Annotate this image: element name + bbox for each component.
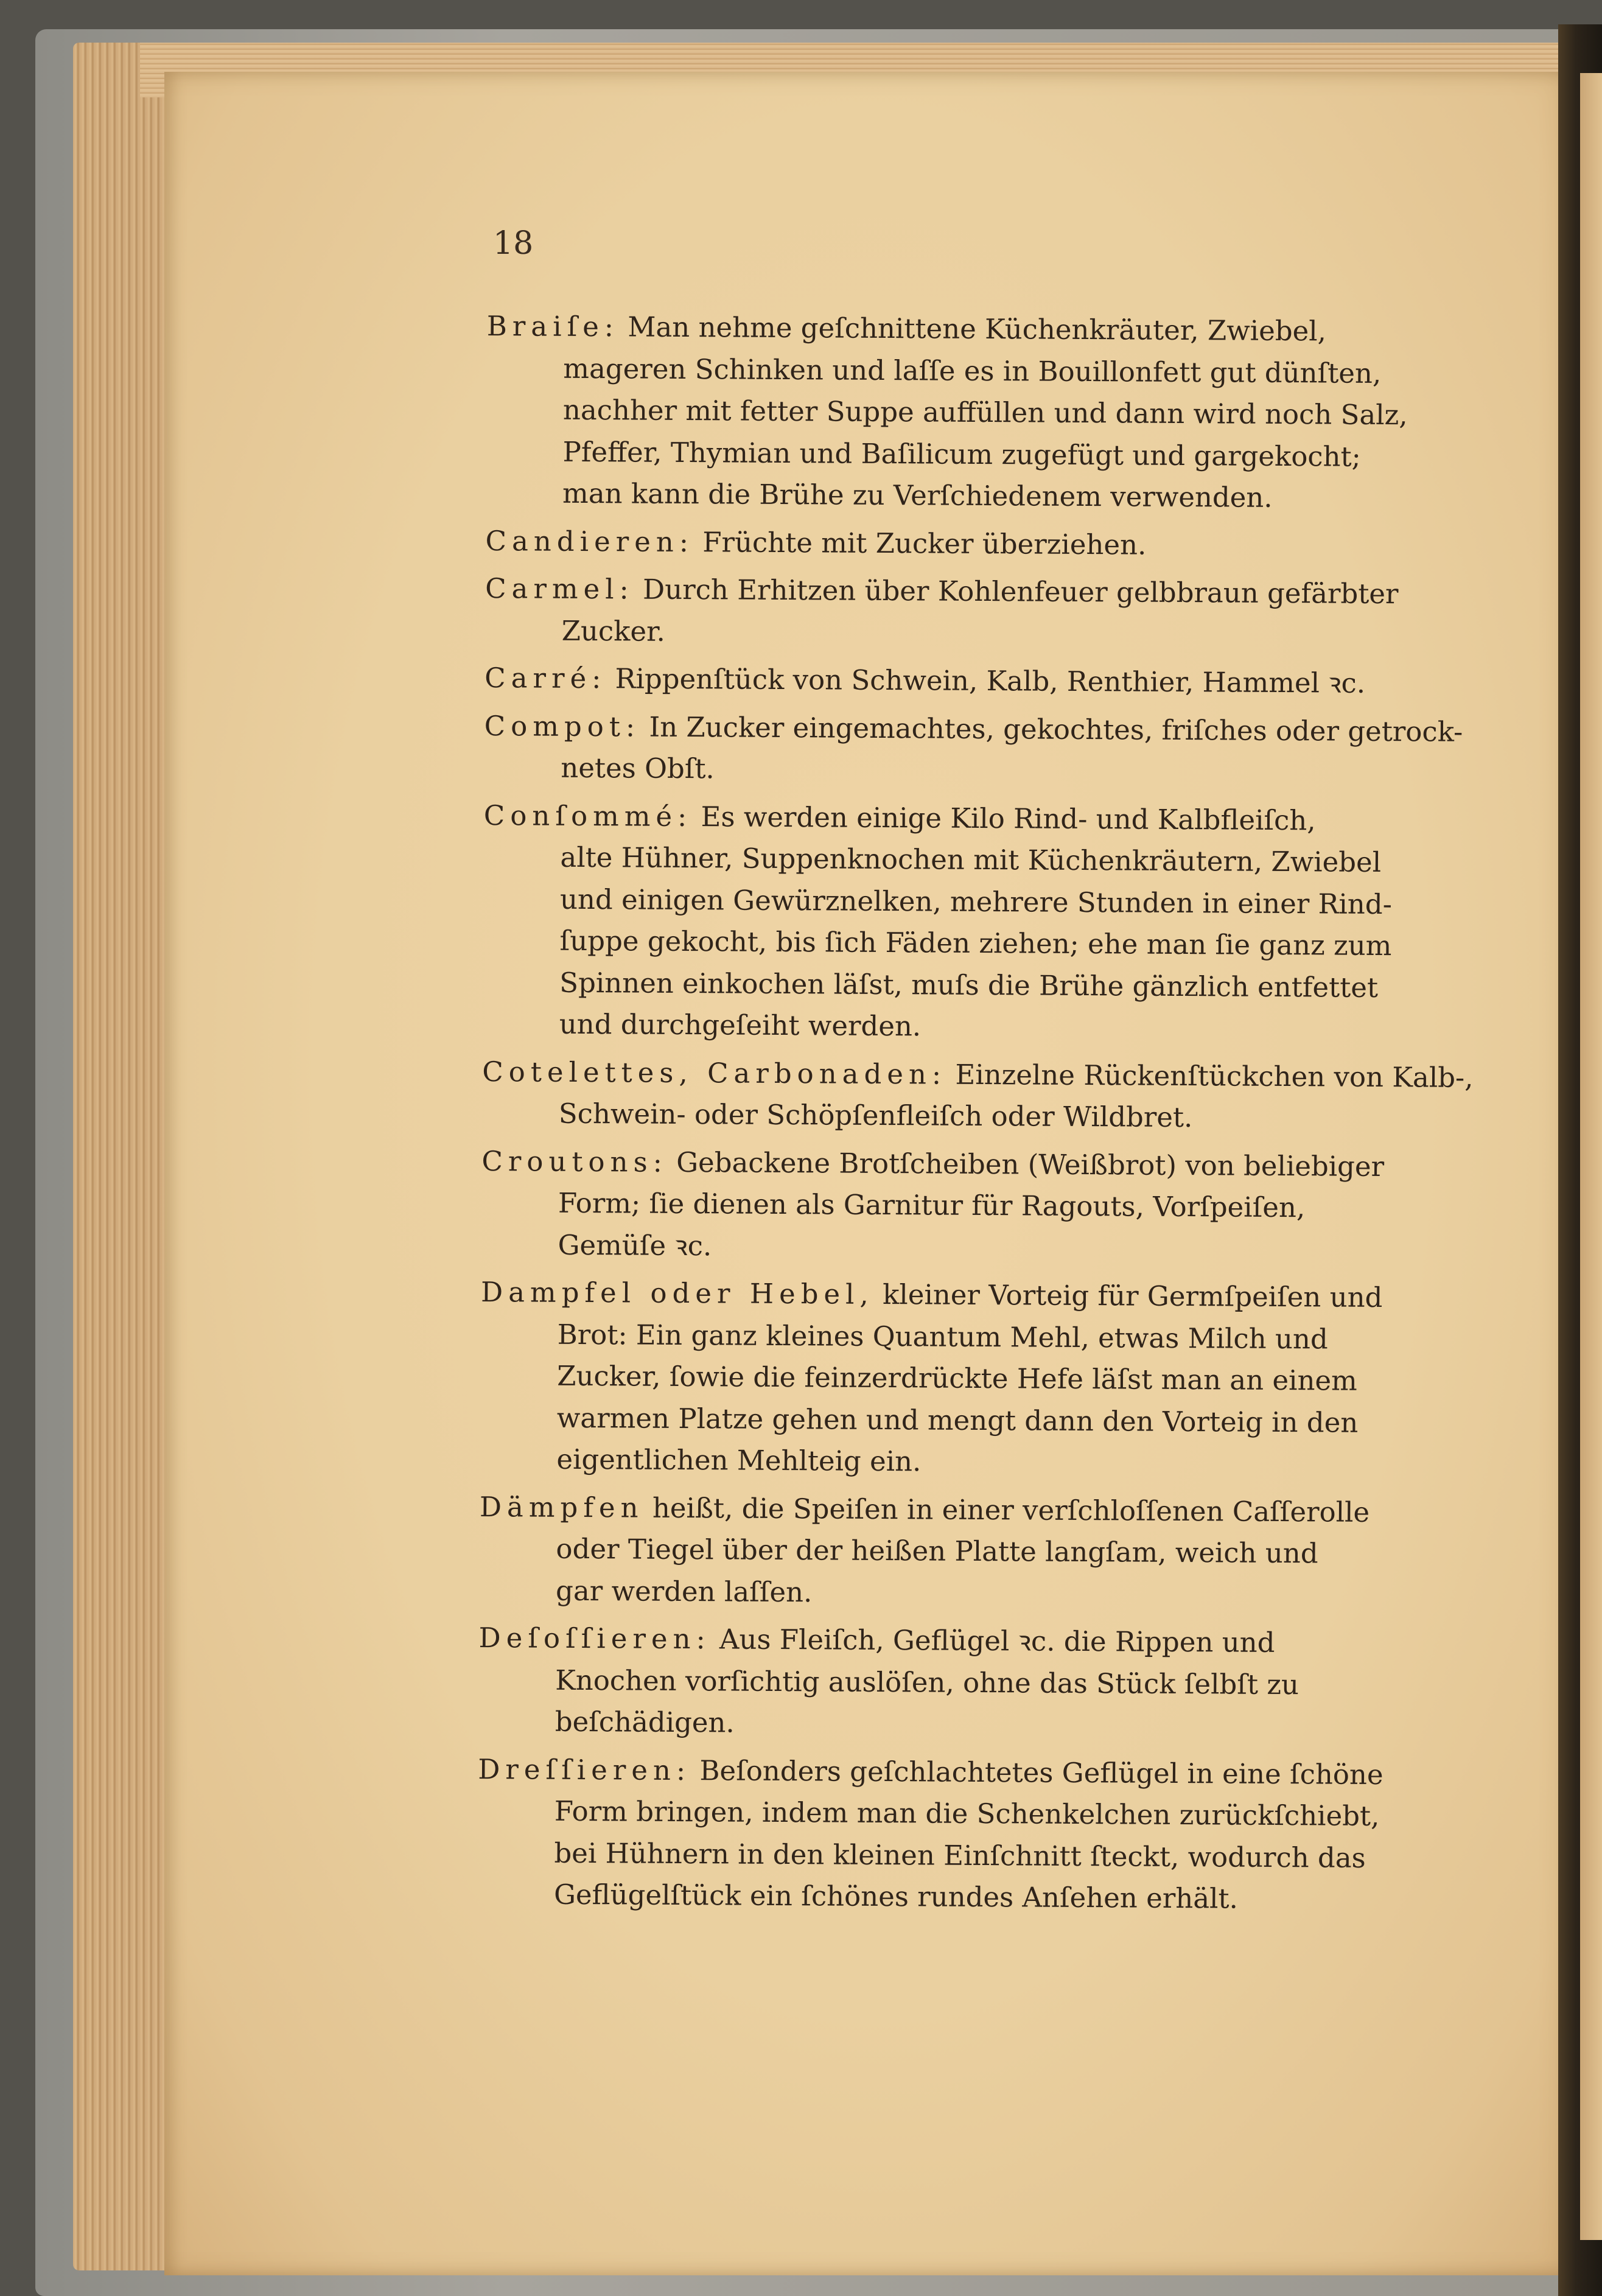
entry-line: Pfeffer, Thymian und Baſilicum zugefügt und gargekocht; [562,435,1361,473]
entry-first-line [481,1272,1479,1320]
entry-term: Carmel: [485,572,634,606]
glossary-entry [483,794,1482,1051]
entry-line: Gemüſe ꝛc. [558,1228,712,1262]
entry-first-line [484,657,1483,705]
entry-line: und einigen Gewürznelken, mehrere Stunden in einer Rind- [559,883,1393,920]
entry-line: warmen Platze gehen und mengt dann den Vorteig in den [556,1401,1359,1439]
entry-term: Deſoſſieren: [478,1621,711,1656]
entry-line: Gebackene Brotſcheiben (Weißbrot) von beliebiger [676,1146,1385,1183]
entry-line: Form bringen, indem man die Schenkelchen zurückſchiebt, [554,1794,1380,1833]
entry-first-line [485,520,1483,568]
entry-line: nachher mit fetter Suppe auffüllen und dann wird noch Salz, [562,393,1408,432]
entry-line: Geflügelſtück ein ſchönes rundes Anſehen erhält. [553,1878,1239,1915]
entry-line: Form; ſie dienen als Garnitur für Ragouts, Vorſpeiſen, [558,1186,1306,1224]
entry-line: Zucker. [561,614,666,648]
facing-page-edge [1580,73,1602,2240]
entry-first-line [478,1617,1477,1665]
entry-line: Rippenſtück von Schwein, Kalb, Renthier, Hammel ꝛc. [615,662,1366,699]
entry-first-line [484,794,1482,842]
entry-line: man kann die Brühe zu Verſchiedenem verwenden. [562,477,1273,514]
glossary-entry [482,1051,1481,1140]
entry-line: Zucker, ſowie die feinzerdrückte Hefe läſst man an einem [557,1359,1357,1397]
glossary-entry [486,306,1485,520]
entry-line: heißt, die Speiſen in einer verſchloſſenen Caſſerolle [652,1491,1370,1528]
entry-line: mageren Schinken und laſſe es in Bouillonfett gut dünſten, [563,352,1382,390]
entry-first-line [478,1748,1476,1796]
entry-line: oder Tiegel über der heißen Platte langſam, weich und [556,1532,1318,1570]
entry-term: Carré: [484,661,607,695]
entry-line: Früchte mit Zucker überziehen. [702,525,1147,561]
glossary-text [477,306,1485,1927]
entry-term: Dreſſieren: [478,1752,691,1787]
entry-first-line [484,705,1483,753]
entry-first-line [482,1051,1480,1099]
entry-line: In Zucker eingemachtes, gekochtes, friſches oder getrock- [649,710,1463,748]
entry-term: Compot: [484,709,641,743]
entry-line: beſchädigen. [554,1705,735,1739]
entry-term: Cotelettes, Carbonaden: [482,1055,947,1091]
page-edges-left [73,43,170,2270]
entry-line: Knochen vorſichtig auslöſen, ohne das Stück ſelbſt zu [555,1664,1299,1701]
entry-line: Durch Erhitzen über Kohlenfeuer gelbbraun gefärbter [642,573,1399,611]
entry-term: Braiſe: [486,309,620,343]
entry-line: kleiner Vorteig für Germſpeiſen und [882,1278,1383,1314]
entry-line: bei Hühnern in den kleinen Einſchnitt ſteckt, wodurch das [554,1836,1366,1874]
entry-term: Dämpfen [479,1490,644,1524]
entry-term: Dampfel oder Hebel, [480,1275,874,1311]
entry-line: Schwein- oder Schöpſenfleiſch oder Wildbret. [558,1097,1193,1134]
glossary-entry [478,1617,1477,1749]
entry-term: Conſommé: [483,799,693,833]
entry-first-line [481,1140,1480,1188]
entry-line: netes Obſt. [561,751,715,785]
entry-line: Aus Fleiſch, Geflügel ꝛc. die Rippen und [719,1623,1275,1659]
glossary-entry [477,1748,1477,1921]
entry-line: Es werden einige Kilo Rind- und Kalbfleiſch, [701,800,1316,836]
entry-line: alte Hühner, Suppenknochen mit Küchenkräutern, Zwiebel [560,841,1382,878]
glossary-entry [479,1486,1478,1617]
entry-first-line [487,306,1485,354]
entry-line: Einzelne Rückenſtückchen von Kalb-, [955,1058,1474,1094]
entry-line: Spinnen einkochen läſst, muſs die Brühe gänzlich entfettet [559,966,1379,1004]
glossary-entry [485,520,1483,568]
glossary-entry [484,705,1483,794]
glossary-entry [481,1140,1480,1272]
page-number: 18 [493,225,534,262]
entry-first-line [480,1486,1478,1534]
entry-line: ſuppe gekocht, bis ſich Fäden ziehen; ehe man ſie ganz zum [559,924,1392,962]
glossary-entry [485,568,1484,657]
entry-line: Beſonders geſchlachtetes Geflügel in eine ſchöne [699,1754,1383,1791]
glossary-entry [484,657,1483,705]
entry-line: Brot: Ein ganz kleines Quantum Mehl, etwas Milch und [557,1318,1328,1355]
entry-term: Candieren: [485,524,694,558]
entry-line: Man nehme geſchnittene Küchenkräuter, Zwiebel, [628,310,1327,348]
entry-line: und durchgeſeiht werden. [559,1007,922,1043]
entry-first-line [485,568,1483,616]
entry-line: gar werden laſſen. [555,1574,813,1608]
entry-line: eigentlichen Mehlteig ein. [556,1443,922,1478]
glossary-entry [480,1272,1479,1486]
entry-term: Croutons: [481,1144,668,1178]
